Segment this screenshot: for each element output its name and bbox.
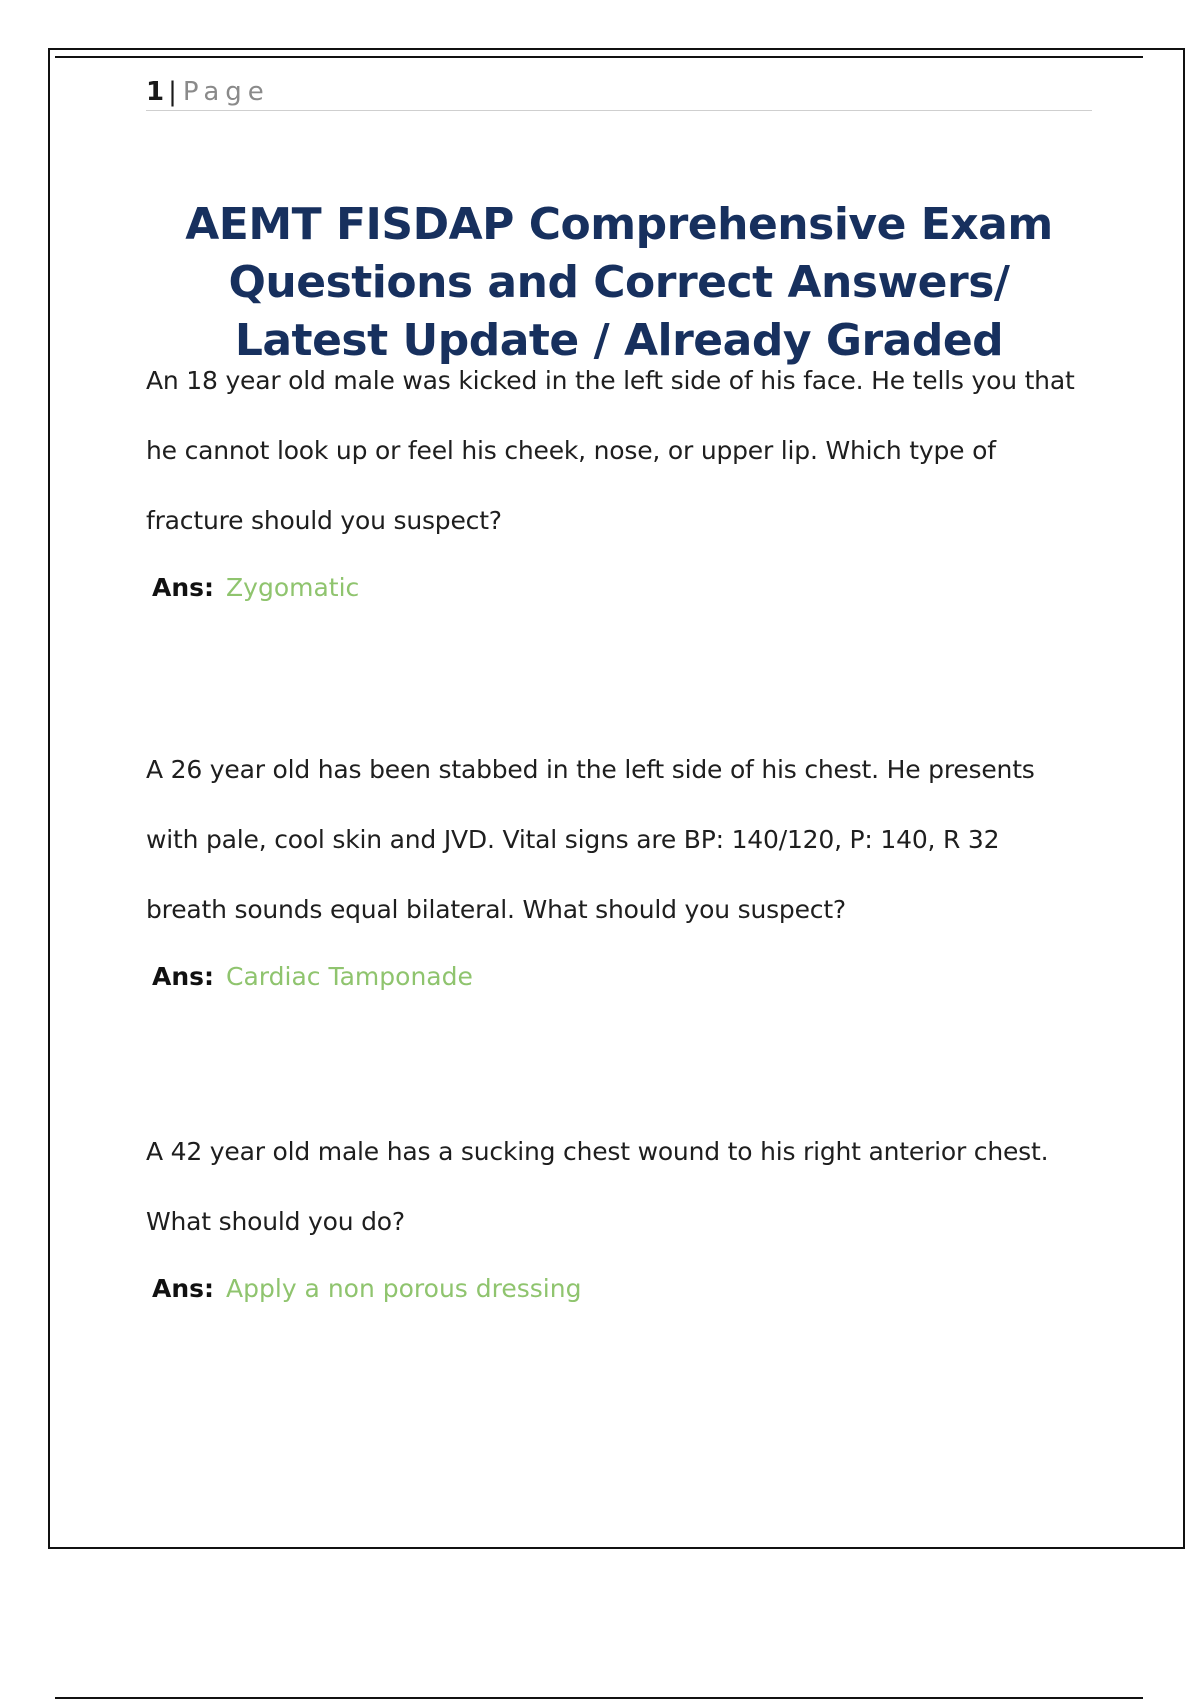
answer-text: Zygomatic xyxy=(226,573,360,602)
page-separator: | xyxy=(168,77,177,107)
answer-line xyxy=(152,1271,1076,1307)
page-label: Page xyxy=(182,77,270,107)
question-block xyxy=(146,362,1076,606)
question-text: An 18 year old male was kicked in the left side of his face. He tells you that he cannot look up or feel his cheek, nose, or upper lip. Which type of fracture should you suspect? xyxy=(146,366,1075,535)
answer-label: Ans: xyxy=(152,1274,215,1303)
document-title: AEMT FISDAP Comprehensive Exam Questions and Correct Answers/ Latest Update / Already Graded xyxy=(185,199,1053,366)
question-block xyxy=(146,735,1076,995)
page-number: 1 xyxy=(146,77,165,107)
question-block xyxy=(146,1117,1076,1307)
answer-line xyxy=(152,959,1076,995)
top-rule xyxy=(55,56,1143,58)
question-text: A 42 year old male has a sucking chest wound to his right anterior chest. What should you do? xyxy=(146,1137,1049,1236)
answer-line xyxy=(152,570,1076,606)
answer-text: Cardiac Tamponade xyxy=(226,962,473,991)
question-text: A 26 year old has been stabbed in the left side of his chest. He presents with pale, cool skin and JVD. Vital signs are BP: 140/120, P: 140, R 32 breath sounds equal bilateral. What should you suspect? xyxy=(146,755,1035,924)
answer-label: Ans: xyxy=(152,573,215,602)
bottom-rule xyxy=(55,1697,1143,1699)
answer-text: Apply a non porous dressing xyxy=(226,1274,582,1303)
page-header xyxy=(146,74,1092,111)
answer-label: Ans: xyxy=(152,962,215,991)
